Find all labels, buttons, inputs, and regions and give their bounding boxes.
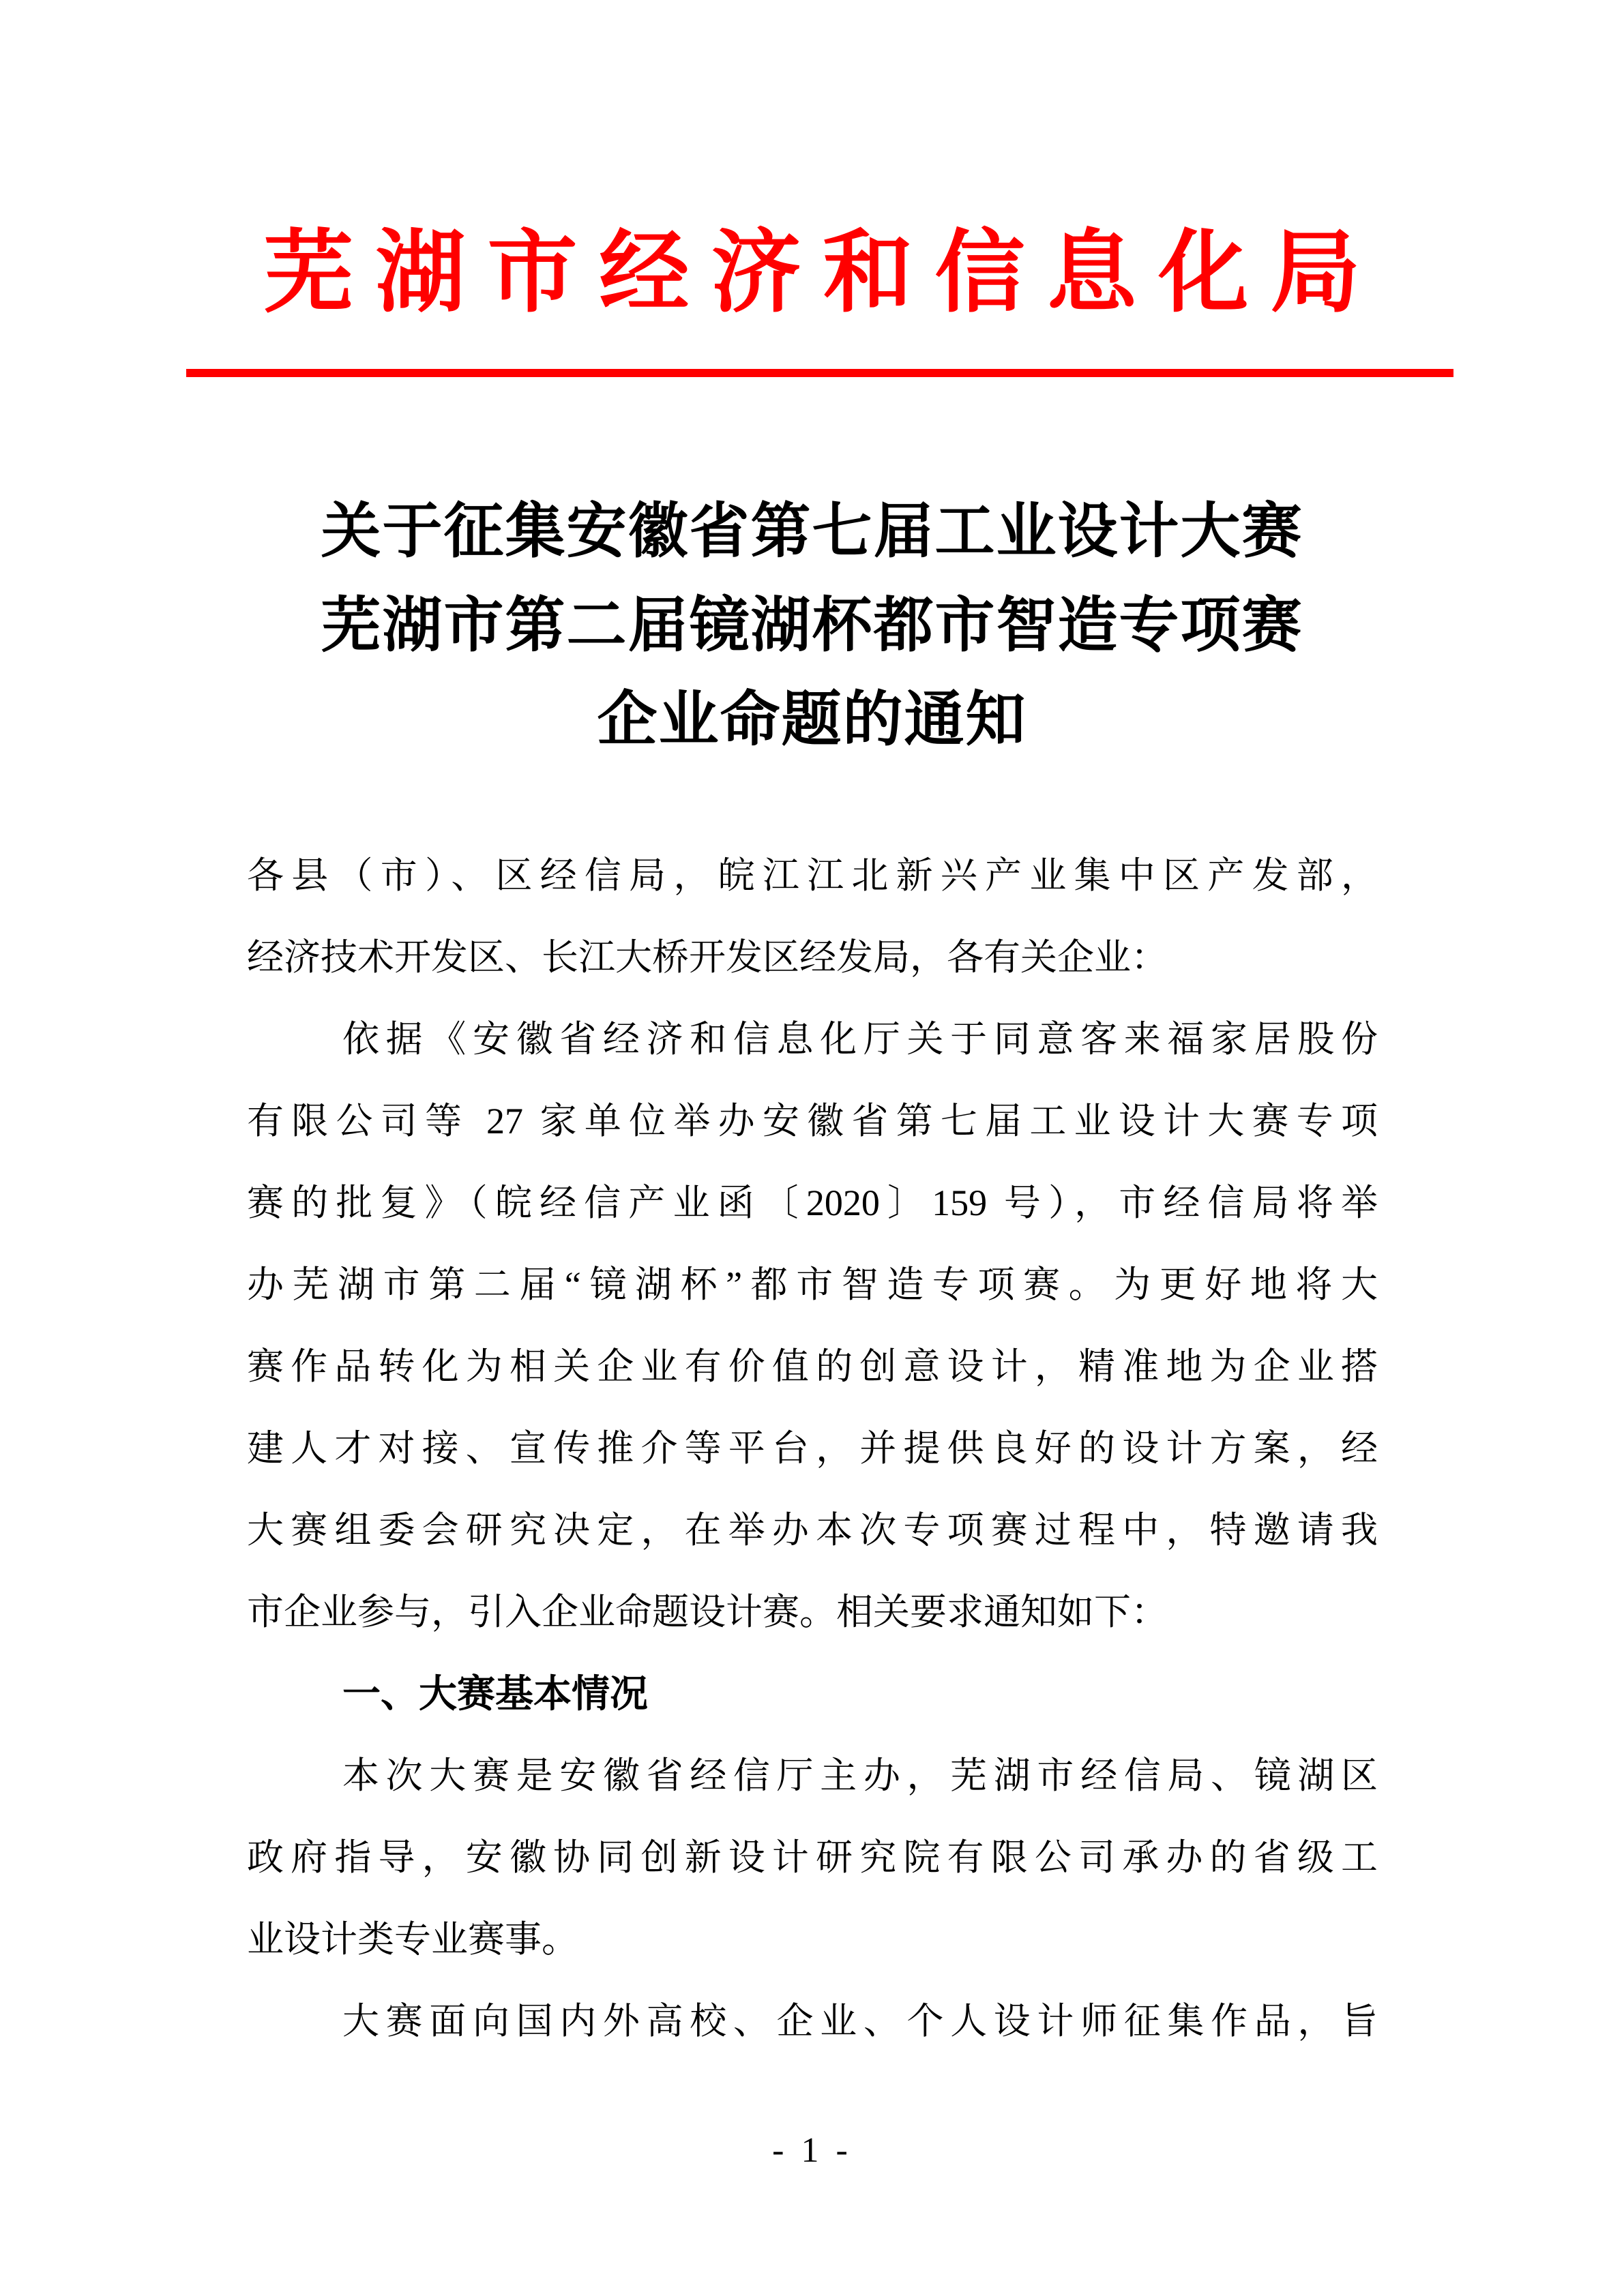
section-heading: 一、大赛基本情况 [342, 1672, 648, 1715]
body-line: 赛作品转化为相关企业有价值的创意设计，精准地为企业搭 [247, 1346, 1378, 1387]
doc-title-line-2: 芜湖市第二届镜湖杯都市智造专项赛 [321, 593, 1303, 659]
doc-title-line-1: 关于征集安徽省第七届工业设计大赛 [321, 499, 1303, 565]
body-line: 依据《安徽省经济和信息化厅关于同意客来福家居股份 [342, 1019, 1378, 1060]
body-line: 大赛面向国内外高校、企业、个人设计师征集作品，旨 [342, 2001, 1378, 2042]
body-line: 经济技术开发区、长江大桥开发区经发局，各有关企业： [247, 937, 1168, 978]
body-line: 赛的批复》（皖经信产业函〔2020〕159 号），市经信局将举 [247, 1182, 1378, 1223]
header-divider-rule [186, 369, 1453, 377]
body-line: 市企业参与，引入企业命题设计赛。相关要求通知如下： [247, 1592, 1168, 1632]
body-line: 办芜湖市第二届“镜湖杯”都市智造专项赛。为更好地将大 [247, 1264, 1378, 1305]
body-line: 大赛组委会研究决定，在举办本次专项赛过程中，特邀请我 [247, 1510, 1378, 1551]
agency-title: 芜湖市经济和信息化局 [263, 223, 1383, 323]
body-line: 政府指导，安徽协同创新设计研究院有限公司承办的省级工 [247, 1837, 1378, 1878]
doc-title-line-3: 企业命题的通知 [597, 687, 1027, 754]
body-line: 建人才对接、宣传推介等平台，并提供良好的设计方案，经 [247, 1428, 1378, 1469]
body-line: 本次大赛是安徽省经信厅主办，芜湖市经信局、镜湖区 [342, 1755, 1378, 1796]
document-title [0, 486, 1624, 768]
document-body [247, 835, 1378, 2062]
body-line: 业设计类专业赛事。 [247, 1919, 578, 1960]
body-line: 各县（市）、区经信局，皖江江北新兴产业集中区产发部， [247, 855, 1378, 896]
body-line: 有限公司等 27 家单位举办安徽省第七届工业设计大赛专项 [247, 1101, 1378, 1142]
page-number: - 1 - [772, 2131, 852, 2170]
